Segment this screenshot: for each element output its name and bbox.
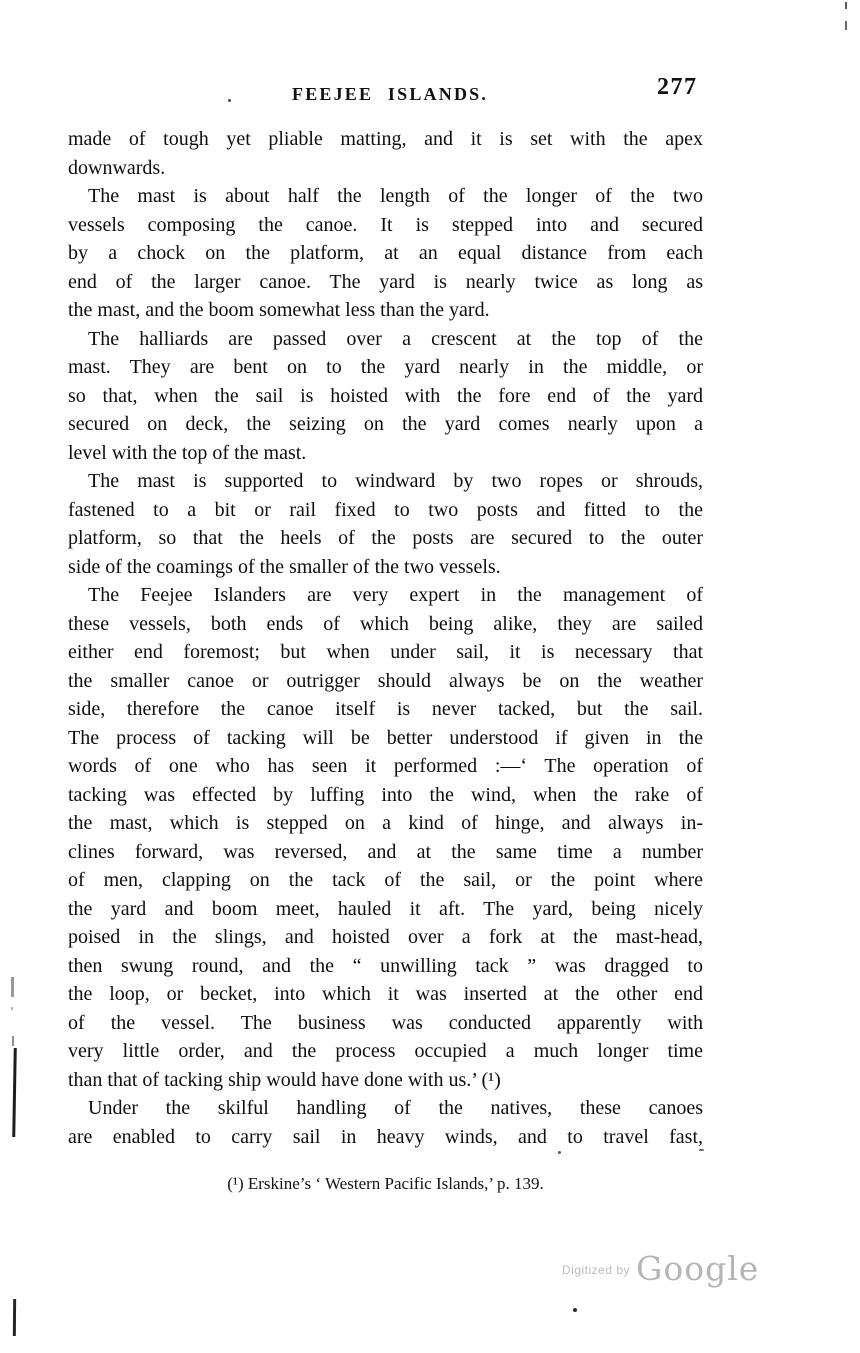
body-line: the mast, which is stepped on a kind of hinge, and always in-	[68, 812, 703, 834]
body-line: The halliards are passed over a crescent at the top of the	[88, 327, 703, 350]
scan-artifact-bottom-left-bar	[13, 1299, 16, 1336]
body-line: tacking was effected by luffing into the wind, when the rake of	[68, 783, 703, 806]
body-line: the yard and boom meet, hauled it aft. The yard, being nicely	[68, 897, 703, 920]
ink-speck-below-body-2	[699, 1149, 704, 1151]
body-line: words of one who has seen it performed :—‘ The operation of	[68, 755, 703, 777]
body-line: the mast, and the boom somewhat less than the yard.	[68, 299, 490, 321]
scan-artifact-left-gray-bar	[11, 977, 14, 997]
body-line: end of the larger canoe. The yard is nearly twice as long as	[68, 270, 703, 293]
body-line: The mast is about half the length of the longer of the two	[88, 185, 703, 207]
body-line: fastened to a bit or rail fixed to two posts and fitted to the	[68, 498, 703, 521]
scan-artifact-left-small-bar	[12, 1036, 14, 1046]
page-number: 277	[657, 74, 698, 100]
body-line: by a chock on the platform, at an equal distance from each	[68, 242, 703, 264]
body-line: clines forward, was reversed, and at the same time a number	[68, 840, 703, 863]
body-line: level with the top of the mast.	[68, 441, 307, 464]
body-line: platform, so that the heels of the posts are secured to the outer	[68, 527, 703, 549]
body-line: of men, clapping on the tack of the sail, or the point where	[68, 869, 703, 891]
body-line: these vessels, both ends of which being alike, they are sailed	[68, 612, 703, 635]
body-line: of the vessel. The business was conducted apparently with	[68, 1011, 703, 1034]
body-line: so that, when the sail is hoisted with the fore end of the yard	[68, 384, 703, 407]
body-line: side of the coamings of the smaller of the two vessels.	[68, 555, 501, 578]
body-line: vessels composing the canoe. It is stepped into and secured	[68, 213, 703, 236]
body-line: mast. They are bent on to the yard nearly in the middle, or	[68, 356, 703, 378]
scan-artifact-left-long-bar	[12, 1048, 17, 1137]
body-line: very little order, and the process occupied a much longer time	[68, 1040, 703, 1062]
scan-artifact-left-speck	[11, 1007, 13, 1010]
scan-artifact-top-right-1	[845, 2, 847, 9]
body-line: Under the skilful handling of the natives, these canoes	[88, 1097, 703, 1119]
ink-speck-below-body-1	[558, 1151, 561, 1154]
scan-artifact-top-right-2	[845, 21, 847, 30]
running-header-title: FEEJEE ISLANDS.	[292, 84, 489, 104]
body-line: secured on deck, the seizing on the yard comes nearly upon a	[68, 413, 703, 435]
body-line: The process of tacking will be better understood if given in the	[68, 726, 703, 749]
watermark-prefix: Digitized by	[562, 1263, 631, 1277]
page-body	[68, 125, 703, 1151]
ink-speck-below-watermark	[573, 1308, 577, 1312]
watermark	[562, 1249, 760, 1288]
body-line: poised in the slings, and hoisted over a fork at the mast-head,	[68, 926, 703, 948]
body-line: The mast is supported to windward by two ropes or shrouds,	[88, 470, 703, 492]
body-line: made of tough yet pliable matting, and it is set with the apex	[68, 128, 703, 150]
body-line: The Feejee Islanders are very expert in the management of	[88, 584, 703, 606]
body-line: are enabled to carry sail in heavy winds, and to travel fast,	[68, 1125, 703, 1148]
body-line: side, therefore the canoe itself is never tacked, but the sail.	[68, 698, 703, 720]
google-logo: Google	[636, 1249, 760, 1288]
body-line: than that of tacking ship would have done with us.’ (¹)	[68, 1068, 501, 1091]
body-line: then swung round, and the “ unwilling tack ” was dragged to	[68, 954, 703, 977]
body-line: either end foremost; but when under sail, it is necessary that	[68, 641, 703, 663]
body-line: downwards.	[68, 156, 166, 179]
body-line: the smaller canoe or outrigger should always be on the weather	[68, 669, 703, 692]
footnote: (¹) Erskine’s ‘ Western Pacific Islands,’ p. 139.	[227, 1174, 544, 1193]
ink-speck-near-header	[228, 99, 231, 102]
body-line: the loop, or becket, into which it was inserted at the other end	[68, 983, 703, 1005]
